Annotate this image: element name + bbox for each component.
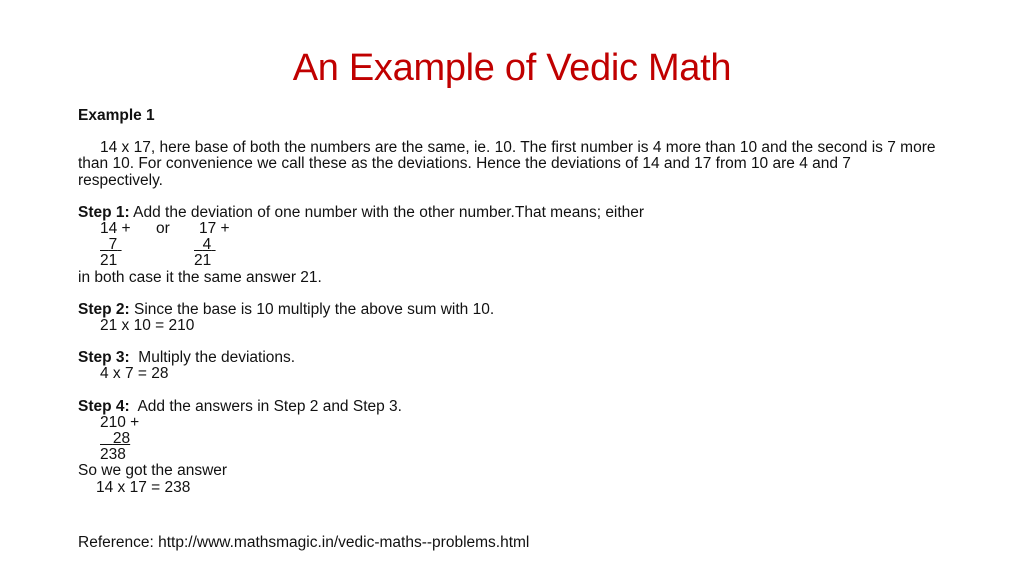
intro-paragraph: 14 x 17, here base of both the numbers are the same, ie. 10. The first number is 4 more than 10 and the second is 7 more than 10. For convenience we call these as the deviations. Hence the deviations of 14 and 17 from 10 are 4 and 7 respectively. xyxy=(78,139,936,189)
step1-left-result: 21 xyxy=(100,252,118,270)
step1-right-result: 21 xyxy=(194,252,212,270)
step4-answer-intro: So we got the answer xyxy=(78,462,228,480)
step1-left-bottom: 7 xyxy=(108,236,118,254)
step4-label: Step 4: xyxy=(78,397,130,415)
step2-calc: 21 x 10 = 210 xyxy=(100,316,195,334)
step2-text: Since the base is 10 multiply the above sum with 10. xyxy=(129,300,495,318)
step1-right-top: 17 + xyxy=(199,220,230,238)
step1-text: Add the deviation of one number with the other number.That means; either xyxy=(129,203,645,221)
step4-answer: 14 x 17 = 238 xyxy=(96,478,191,496)
step1-left-top: 14 + xyxy=(100,220,131,238)
step1-conclusion: in both case it the same answer 21. xyxy=(78,268,322,286)
step3-line xyxy=(78,350,938,366)
step1-row-top xyxy=(78,221,938,237)
step3-calc: 4 x 7 = 28 xyxy=(100,365,169,383)
slide-title: An Example of Vedic Math xyxy=(292,47,732,89)
step2-line xyxy=(78,302,938,318)
step3-label: Step 3: xyxy=(78,349,130,367)
step1-or: or xyxy=(156,220,170,238)
step3-text: Multiply the deviations. xyxy=(129,349,296,367)
step4-text: Add the answers in Step 2 and Step 3. xyxy=(129,397,402,415)
slide-body xyxy=(78,108,938,496)
step4-bottom: 28 xyxy=(112,430,131,447)
reference-text: Reference: http://www.mathsmagic.in/vedic-maths--problems.html xyxy=(78,534,530,551)
step1-row-bottom xyxy=(78,237,938,253)
step1-line xyxy=(78,205,938,221)
step4-line xyxy=(78,399,938,415)
step2-label: Step 2: xyxy=(78,300,130,318)
example-heading: Example 1 xyxy=(78,107,155,124)
step4-top: 210 + xyxy=(100,413,140,431)
step1-label: Step 1: xyxy=(78,203,130,221)
step4-result: 238 xyxy=(100,446,126,464)
step1-right-bottom: 4 xyxy=(202,236,212,254)
step1-row-result xyxy=(78,253,938,269)
